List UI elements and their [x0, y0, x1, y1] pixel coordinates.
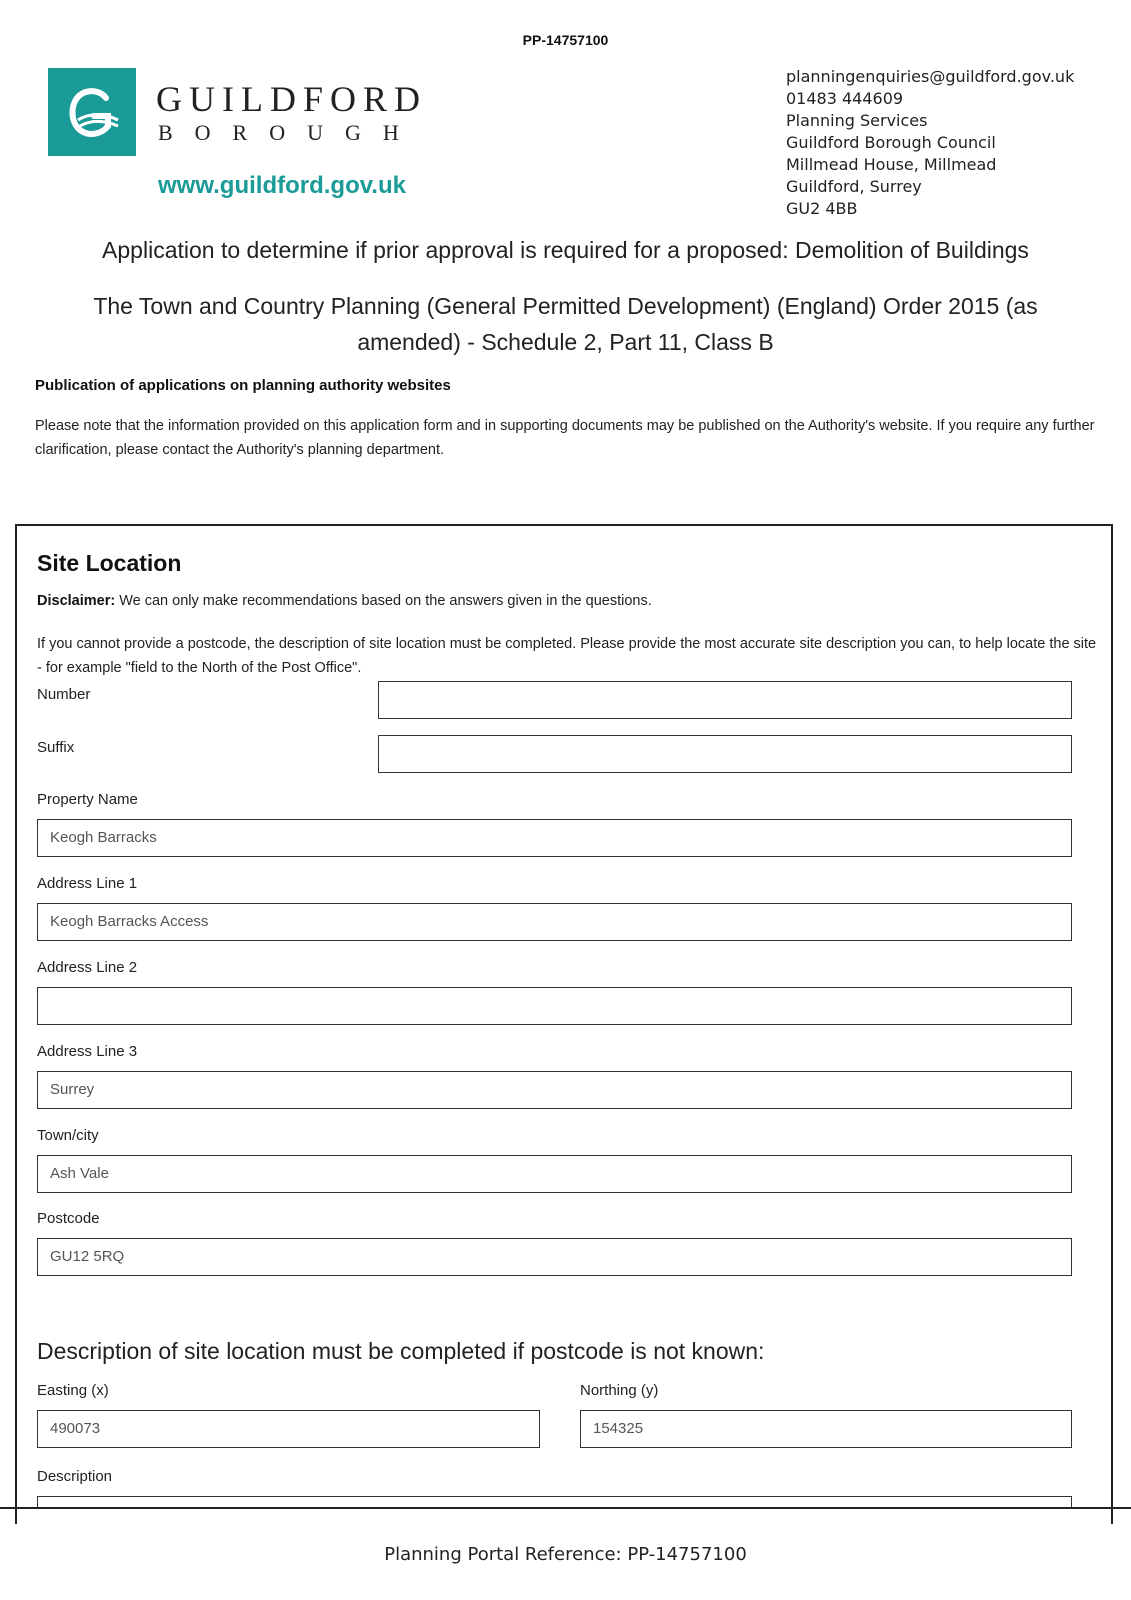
northing-field[interactable]: 154325	[580, 1410, 1072, 1448]
application-title: Application to determine if prior approval is required for a proposed: Demolition of Buildings	[102, 237, 1029, 263]
address-line-2-field[interactable]	[37, 987, 1072, 1025]
description-heading: Description of site location must be completed if postcode is not known:	[37, 1338, 765, 1364]
description-field[interactable]	[37, 1496, 1072, 1507]
contact-phone: 01483 444609	[786, 89, 904, 108]
address-line-2-label: Address Line 2	[37, 959, 138, 976]
suffix-field[interactable]	[378, 735, 1072, 773]
disclaimer-text: We can only make recommendations based on the answers given in the questions.	[115, 593, 652, 609]
town-city-label: Town/city	[37, 1127, 99, 1144]
logo-website-link[interactable]: www.guildford.gov.uk	[158, 172, 406, 199]
contact-email[interactable]: planningenquiries@guildford.gov.uk	[786, 67, 1075, 86]
publication-text: Please note that the information provided on this application form and in supporting documents may be published on the Authority's website. If you require any further clarification, please contact the Authority's planning department.	[35, 418, 1095, 458]
footer-reference: Planning Portal Reference: PP-14757100	[384, 1544, 747, 1565]
logo-wordmark-borough: BOROUGH	[158, 120, 421, 145]
contact-address-line: Millmead House, Millmead	[786, 155, 997, 174]
disclaimer	[37, 593, 652, 609]
northing-label: Northing (y)	[580, 1382, 659, 1399]
address-line-3-label: Address Line 3	[37, 1043, 138, 1060]
description-label: Description	[37, 1468, 113, 1485]
contact-postcode: GU2 4BB	[786, 199, 858, 218]
publication-heading: Publication of applications on planning authority websites	[35, 377, 451, 394]
contact-details	[786, 66, 1074, 220]
easting-field[interactable]: 490073	[37, 1410, 540, 1448]
site-location-title: Site Location	[37, 550, 182, 576]
address-line-1-field[interactable]: Keogh Barracks Access	[37, 903, 1072, 941]
town-city-field[interactable]: Ash Vale	[37, 1155, 1072, 1193]
guildford-g-logo-icon	[48, 68, 136, 156]
easting-label: Easting (x)	[37, 1382, 109, 1399]
guildford-logo	[48, 68, 428, 208]
contact-department: Planning Services	[786, 111, 928, 130]
postcode-note: If you cannot provide a postcode, the description of site location must be completed. Please provide the most accurate site description you can, to help locate the site - for example "field to the North of the Post Office".	[37, 636, 1097, 676]
property-name-label: Property Name	[37, 791, 138, 808]
contact-town: Guildford, Surrey	[786, 177, 922, 196]
contact-council: Guildford Borough Council	[786, 133, 996, 152]
page-divider	[0, 1507, 1131, 1509]
postcode-label: Postcode	[37, 1210, 100, 1227]
number-field[interactable]	[378, 681, 1072, 719]
top-reference: PP-14757100	[522, 32, 609, 48]
postcode-field[interactable]: GU12 5RQ	[37, 1238, 1072, 1276]
disclaimer-label: Disclaimer:	[37, 593, 116, 609]
address-line-3-field[interactable]: Surrey	[37, 1071, 1072, 1109]
suffix-label: Suffix	[37, 739, 75, 756]
address-line-1-label: Address Line 1	[37, 875, 138, 892]
logo-wordmark-guildford: GUILDFORD	[156, 79, 428, 119]
number-label: Number	[37, 686, 91, 703]
property-name-field[interactable]: Keogh Barracks	[37, 819, 1072, 857]
legislation-title: The Town and Country Planning (General Permitted Development) (England) Order 2015 (as amended) - Schedule 2, Part 11, Class B	[93, 293, 1038, 355]
